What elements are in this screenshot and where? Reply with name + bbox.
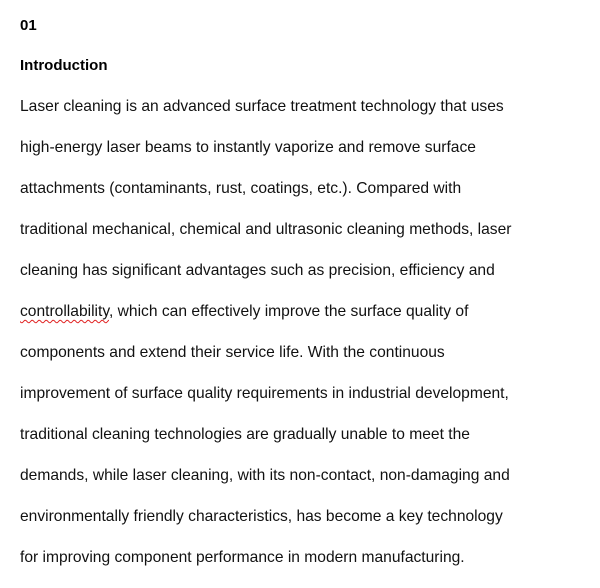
paragraph-line: for improving component performance in modern manufacturing. [20, 549, 465, 566]
paragraph-line: traditional mechanical, chemical and ultrasonic cleaning methods, laser [20, 221, 512, 238]
spelling-flagged-word[interactable]: controllability [20, 303, 109, 320]
paragraph-line: Laser cleaning is an advanced surface treatment technology that uses [20, 98, 504, 115]
paragraph-line: components and extend their service life. With the continuous [20, 344, 445, 361]
section-heading: Introduction [20, 57, 108, 74]
section-number: 01 [20, 17, 37, 34]
paragraph-line: traditional cleaning technologies are gradually unable to meet the [20, 426, 470, 443]
paragraph-line: high-energy laser beams to instantly vaporize and remove surface [20, 139, 476, 156]
paragraph-line: cleaning has significant advantages such as precision, efficiency and [20, 262, 495, 279]
paragraph-line-with-flag [20, 301, 590, 342]
paragraph-line-remainder: which can effectively improve the surface quality of [117, 303, 469, 320]
paragraph-line: improvement of surface quality requirements in industrial development, [20, 385, 509, 402]
paragraph-line: demands, while laser cleaning, with its non-contact, non-damaging and [20, 467, 510, 484]
paragraph-line: attachments (contaminants, rust, coatings, etc.). Compared with [20, 180, 462, 197]
paragraph-line: environmentally friendly characteristics, has become a key technology [20, 508, 503, 525]
body-paragraph [20, 96, 590, 588]
flagged-word-suffix: , [108, 303, 118, 320]
